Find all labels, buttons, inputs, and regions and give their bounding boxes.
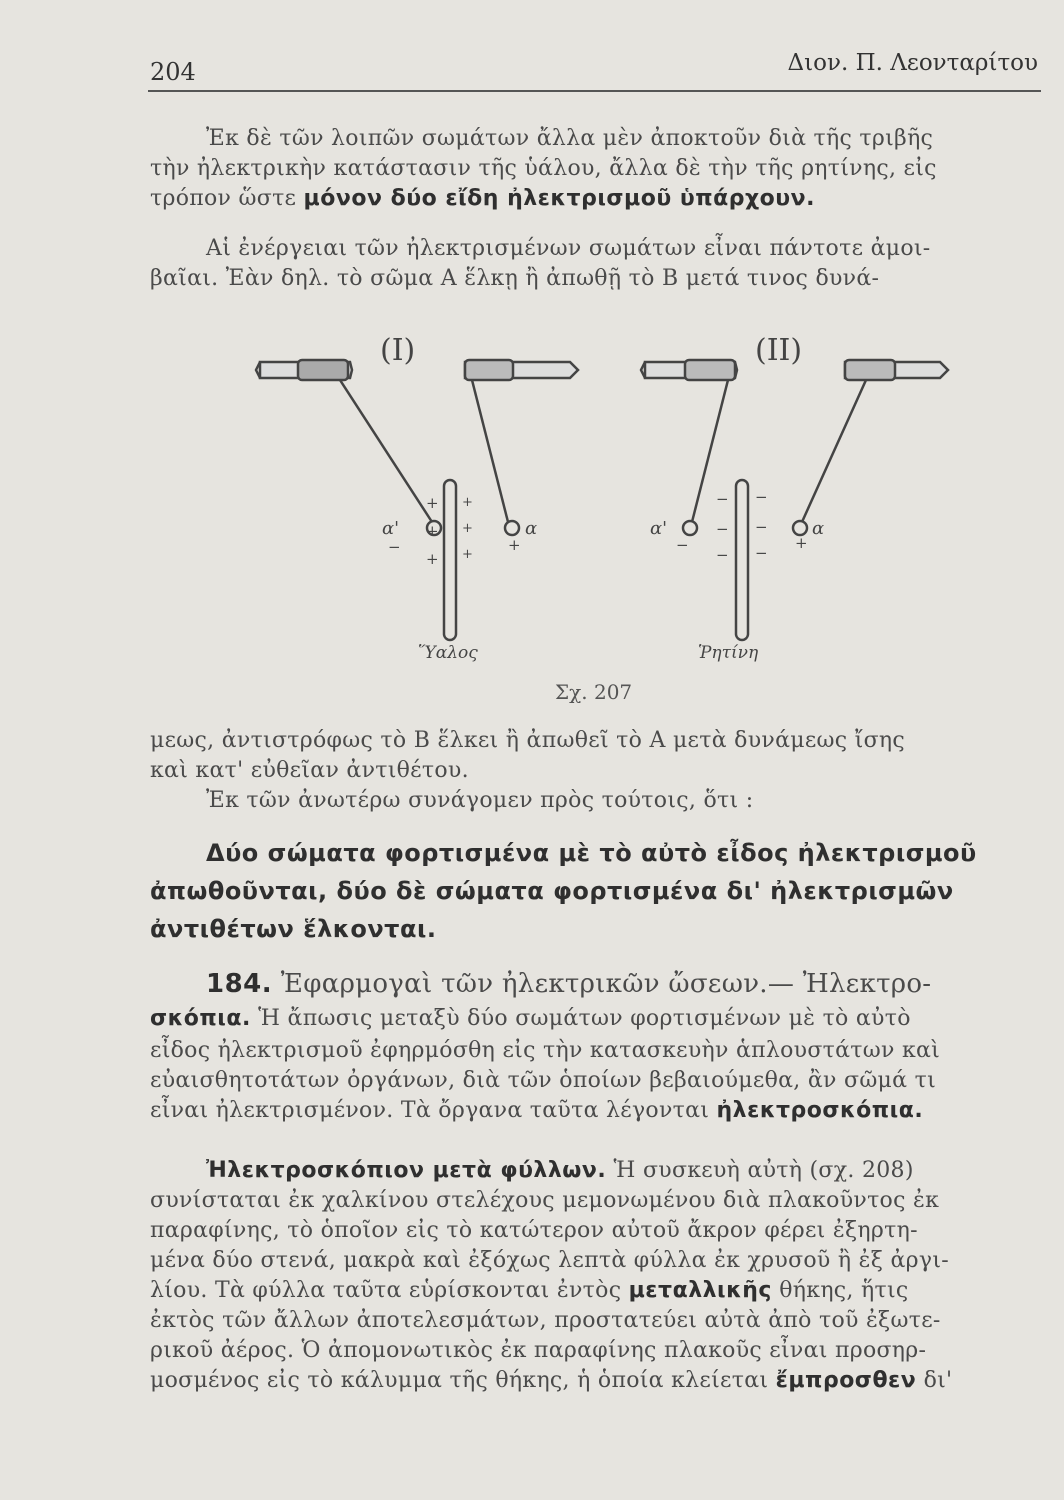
text-line: εὐαισθητοτάτων ὀργάνων, διὰ τῶν ὁποίων βεβαιούμεθα, ἂν σῶμά τι (150, 1068, 936, 1093)
text-line: μοσμένος εἰς τὸ κάλυμμα τῆς θήκης, ἡ ὁποία κλείεται ἔμπροσθεν δι' (150, 1368, 953, 1393)
thread-right-1 (472, 380, 508, 522)
charge-sign: − (388, 538, 401, 556)
electroscope-diagram (150, 300, 1030, 720)
text-line: τὴν ἠλεκτρικὴν κατάστασιν τῆς ὑάλου, ἄλλα δὲ τὴν τῆς ρητίνης, εἰς (150, 156, 937, 181)
figure-label-2: (II) (755, 333, 803, 368)
charge-sign: + (462, 521, 473, 536)
text-line: ἀπωθοῦνται, δύο δὲ σώματα φορτισμένα δι' ἠλεκτρισμῶν (150, 877, 954, 905)
text-line: λίου. Τὰ φύλλα ταῦτα εὑρίσκονται ἐντὸς μεταλλικῆς θήκης, ἥτις (150, 1278, 909, 1303)
emphasis-text: μόνον δύο εἴδη ἠλεκτρισμοῦ ὑπάρχουν. (303, 186, 815, 211)
ball-label: α (525, 518, 538, 539)
text-line: Ἐκ δὲ τῶν λοιπῶν σωμάτων ἄλλα μὲν ἀποκτοῦν διὰ τῆς τριβῆς (206, 126, 934, 151)
figure-label-1: (I) (380, 333, 416, 368)
rod-tip-left-1 (298, 360, 348, 380)
ball-label: α (812, 518, 825, 539)
figure-caption: Σχ. 207 (555, 680, 633, 704)
text-line: μένα δύο στενά, μακρὰ καὶ ἐξόχως λεπτὰ φύλλα ἐκ χρυσοῦ ἢ ἐξ ἀργι- (150, 1248, 949, 1273)
text-line: Ἠλεκτροσκόπιον μετὰ φύλλων. Ἡ συσκευὴ αὐτὴ (σχ. 208) (206, 1158, 914, 1183)
law-statement (150, 834, 1030, 948)
charge-sign: − (755, 488, 768, 506)
ball-label: α' (382, 518, 400, 539)
charge-sign: + (795, 534, 808, 552)
paragraph-4 (150, 1156, 1030, 1396)
paragraph-2 (150, 234, 1030, 294)
ball-left-2 (683, 521, 697, 535)
text-line: εἶδος ἠλεκτρισμοῦ ἐφηρμόσθη εἰς τὴν κατασκευὴν ἁπλουστάτων καὶ (150, 1038, 941, 1063)
glass-rod (444, 480, 456, 640)
emphasis-text: μεταλλικῆς (628, 1278, 772, 1303)
text-line: συνίσταται ἐκ χαλκίνου στελέχους μεμονωμένου διὰ πλακοῦντος ἐκ (150, 1188, 940, 1213)
ball-label: α' (650, 518, 668, 539)
emphasis-text: ἔμπροσθεν (775, 1368, 917, 1393)
thread-left-1 (340, 380, 432, 522)
text-line: σκόπια. Ἡ ἄπωσις μεταξὺ δύο σωμάτων φορτισμένων μὲ τὸ αὐτὸ (150, 1006, 911, 1031)
text-line: μεως, ἀντιστρόφως τὸ Β ἕλκει ἢ ἀπωθεῖ τὸ Α μετὰ δυνάμεως ἴσης (150, 728, 906, 753)
text-line: εἶναι ἠλεκτρισμένον. Τὰ ὄργανα ταῦτα λέγονται ἠλεκτροσκόπια. (150, 1098, 924, 1123)
paragraph-1 (150, 124, 1030, 214)
text-line: ἀντιθέτων ἕλκονται. (150, 915, 437, 943)
emphasis-text: ἠλεκτροσκόπια. (716, 1098, 924, 1123)
charge-sign: + (462, 547, 473, 562)
charge-sign: + (426, 522, 439, 540)
text-line: Δύο σώματα φορτισμένα μὲ τὸ αὐτὸ εἶδος ἠλεκτρισμοῦ (206, 839, 977, 867)
thread-right-2 (802, 380, 866, 522)
charge-sign: − (755, 518, 768, 536)
charge-sign: − (716, 490, 729, 508)
text-line: τρόπον ὥστε μόνον δύο εἴδη ἠλεκτρισμοῦ ὑπάρχουν. (150, 186, 815, 211)
text-line: καὶ κατ' εὐθεῖαν ἀντιθέτου. (150, 758, 469, 783)
text-line: Ἐκ τῶν ἀνωτέρω συνάγομεν πρὸς τούτοις, ὅτι : (206, 788, 754, 813)
running-head-author: Διον. Π. Λεονταρίτου (787, 50, 1038, 76)
emphasis-text: Ἠλεκτροσκόπιον μετὰ φύλλων. (206, 1158, 607, 1183)
text-line: ἐκτὸς τῶν ἄλλων ἀποτελεσμάτων, προστατεύει αὐτὰ ἀπὸ τοῦ ἐξωτε- (150, 1308, 941, 1333)
text-line: Αἱ ἐνέργειαι τῶν ἠλεκτρισμένων σωμάτων εἶναι πάντοτε ἀμοι- (206, 236, 931, 261)
page-number: 204 (150, 58, 196, 86)
resin-rod-label: Ῥητίνη (698, 643, 759, 663)
paragraph-3 (150, 726, 1030, 816)
charge-sign: − (716, 520, 729, 538)
emphasis-text: σκόπια. (150, 1006, 251, 1031)
charge-sign: + (462, 495, 473, 510)
charge-sign: + (426, 494, 439, 512)
section-heading: 184. Ἐφαρμογαὶ τῶν ἠλεκτρικῶν ὤσεων.— Ἠλεκτρο- (206, 969, 932, 999)
resin-rod (736, 480, 748, 640)
charge-sign: − (755, 544, 768, 562)
ball-right-2 (793, 521, 807, 535)
header-rule (148, 90, 1041, 92)
charge-sign: + (426, 550, 439, 568)
text-line: βαῖαι. Ἐὰν δηλ. τὸ σῶμα Α ἕλκῃ ἢ ἀπωθῇ τὸ Β μετά τινος δυνά- (150, 266, 880, 291)
text-line: παραφίνης, τὸ ὁποῖον εἰς τὸ κατώτερον αὐτοῦ ἄκρον φέρει ἐξηρτη- (150, 1218, 918, 1243)
charge-sign: − (716, 546, 729, 564)
charge-sign: − (676, 536, 689, 554)
glass-rod-label: Ὕαλος (418, 643, 478, 663)
section-184 (150, 966, 1030, 1126)
charge-sign: + (508, 536, 521, 554)
ball-right-1 (505, 521, 519, 535)
figure-207 (150, 300, 1030, 720)
text-line: ρικοῦ ἀέρος. Ὁ ἀπομονωτικὸς ἐκ παραφίνης πλακοῦς εἶναι προσηρ- (150, 1338, 927, 1363)
